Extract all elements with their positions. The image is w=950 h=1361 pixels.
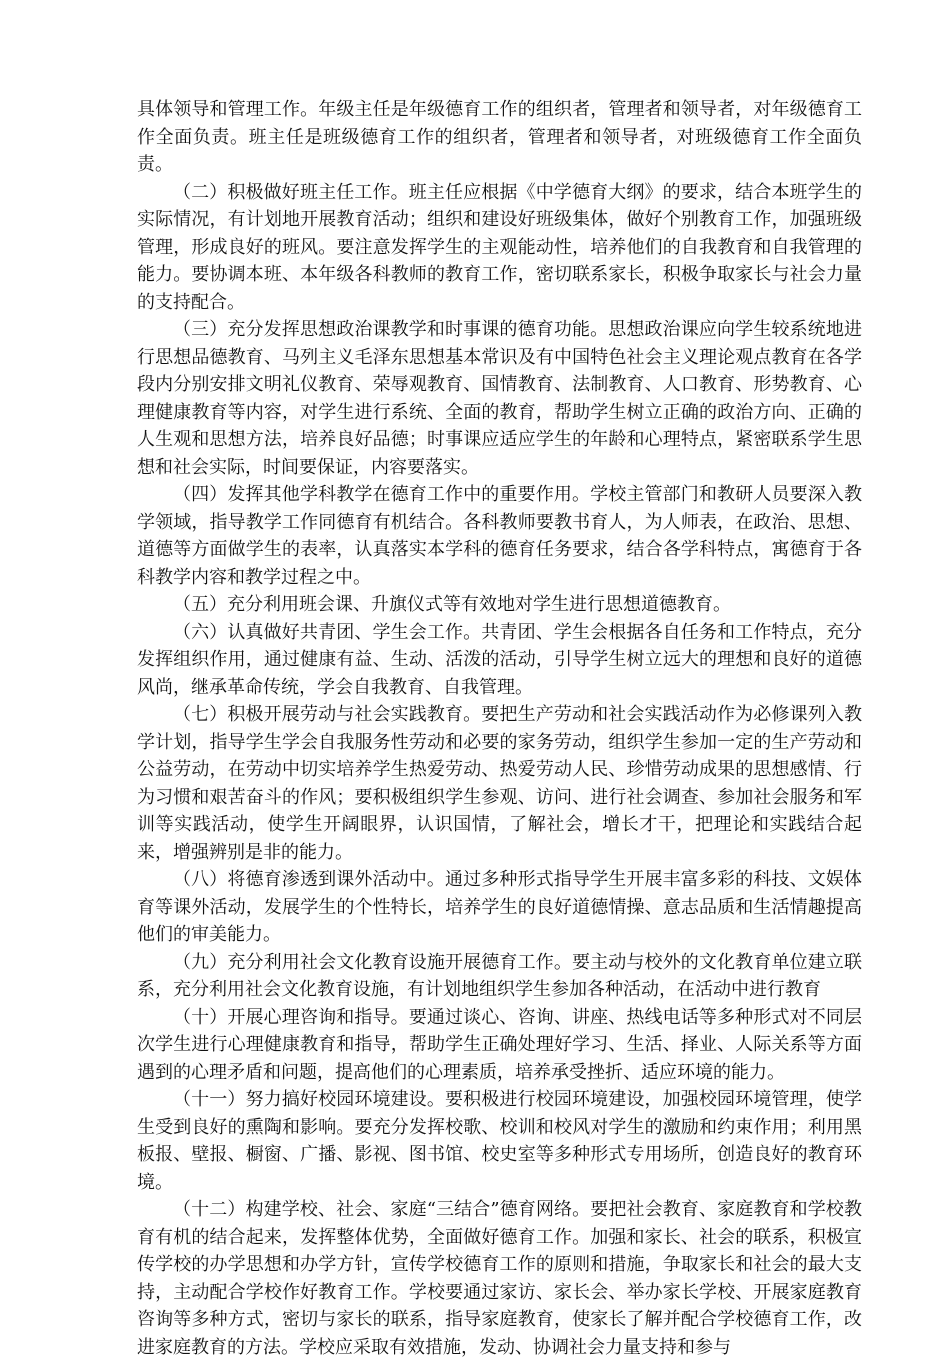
paragraph-item-8: （八）将德育渗透到课外活动中。通过多种形式指导学生开展丰富多彩的科技、文娱体育等课外活动，发展学生的个性特长，培养学生的良好道德情操、意志品质和生活情趣提高他们的审美能力。 xyxy=(137,869,862,945)
paragraph-item-9: （九）充分利用社会文化教育设施开展德育工作。要主动与校外的文化教育单位建立联系，充分利用社会文化教育设施，有计划地组织学生参加各种活动，在活动中进行教育 xyxy=(137,951,862,1000)
paragraph-item-4: （四）发挥其他学科教学在德育工作中的重要作用。学校主管部门和教研人员要深入教学领域，指导教学工作同德育有机结合。各科教师要教书育人，为人师表，在政治、思想、道德等方面做学生的表率，认真落实本学科的德育任务要求，结合各学科特点，寓德育于各科教学内容和教学过程之中。 xyxy=(137,484,862,588)
paragraph-item-2: （二）积极做好班主任工作。班主任应根据《中学德育大纲》的要求，结合本班学生的实际情况，有计划地开展教育活动；组织和建设好班级集体，做好个别教育工作，加强班级管理，形成良好的班风。要注意发挥学生的主观能动性，培养他们的自我教育和自我管理的能力。要协调本班、本年级各科教师的教育工作，密切联系家长，积极争取家长与社会力量的支持配合。 xyxy=(137,181,862,313)
document-page xyxy=(137,96,862,1361)
paragraph-item-10: （十）开展心理咨询和指导。要通过谈心、咨询、讲座、热线电话等多种形式对不同层次学生进行心理健康教育和指导，帮助学生正确处理好学习、生活、择业、人际关系等方面遇到的心理矛盾和问题，提高他们的心理素质，培养承受挫折、适应环境的能力。 xyxy=(137,1006,862,1083)
paragraph-item-12: （十二）构建学校、社会、家庭“三结合”德育网络。要把社会教育、家庭教育和学校教育有机的结合起来，发挥整体优势，全面做好德育工作。加强和家长、社会的联系，积极宣传学校的办学思想和办学方针，宣传学校德育工作的原则和措施，争取家长和社会的最大支持，主动配合学校作好教育工作。学校要通过家访、家长会、举办家长学校、开展家庭教育咨询等多种方式，密切与家长的联系，指导家庭教育，使家长了解并配合学校德育工作，改进家庭教育的方法。学校应采取有效措施，发动、协调社会力量支持和参与 xyxy=(137,1199,862,1358)
paragraph-item-6: （六）认真做好共青团、学生会工作。共青团、学生会根据各自任务和工作特点，充分发挥组织作用，通过健康有益、生动、活泼的活动，引导学生树立远大的理想和良好的道德风尚，继承革命传统，学会自我教育、自我管理。 xyxy=(137,621,862,698)
paragraph-item-7: （七）积极开展劳动与社会实践教育。要把生产劳动和社会实践活动作为必修课列入教学计划，指导学生学会自我服务性劳动和必要的家务劳动，组织学生参加一定的生产劳动和公益劳动，在劳动中切实培养学生热爱劳动、热爱劳动人民、珍惜劳动成果的思想感情、行为习惯和艰苦奋斗的作风；要积极组织学生参观、访问、进行社会调查、参加社会服务和军训等实践活动，使学生开阔眼界，认识国情，了解社会，增长才干，把理论和实践结合起来，增强辨别是非的能力。 xyxy=(137,704,862,863)
paragraph-item-5: （五）充分利用班会课、升旗仪式等有效地对学生进行思想道德教育。 xyxy=(173,594,731,615)
paragraph-continuation: 具体领导和管理工作。年级主任是年级德育工作的组织者，管理者和领导者，对年级德育工作全面负责。班主任是班级德育工作的组织者，管理者和领导者，对班级德育工作全面负责。 xyxy=(137,99,862,175)
paragraph-item-11: （十一）努力搞好校园环境建设。要积极进行校园环境建设，加强校园环境管理，使学生受到良好的熏陶和影响。要充分发挥校歌、校训和校风对学生的激励和约束作用；利用黑板报、壁报、橱窗、广播、影视、图书馆、校史室等多种形式专用场所，创造良好的教育环境。 xyxy=(137,1089,862,1193)
paragraph-item-3: （三）充分发挥思想政治课教学和时事课的德育功能。思想政治课应向学生较系统地进行思想品德教育、马列主义毛泽东思想基本常识及有中国特色社会主义理论观点教育在各学段内分别安排文明礼仪教育、荣辱观教育、国情教育、法制教育、人口教育、形势教育、心理健康教育等内容，对学生进行系统、全面的教育，帮助学生树立正确的政治方向、正确的人生观和思想方法，培养良好品德；时事课应适应学生的年龄和心理特点，紧密联系学生思想和社会实际，时间要保证，内容要落实。 xyxy=(137,319,862,478)
